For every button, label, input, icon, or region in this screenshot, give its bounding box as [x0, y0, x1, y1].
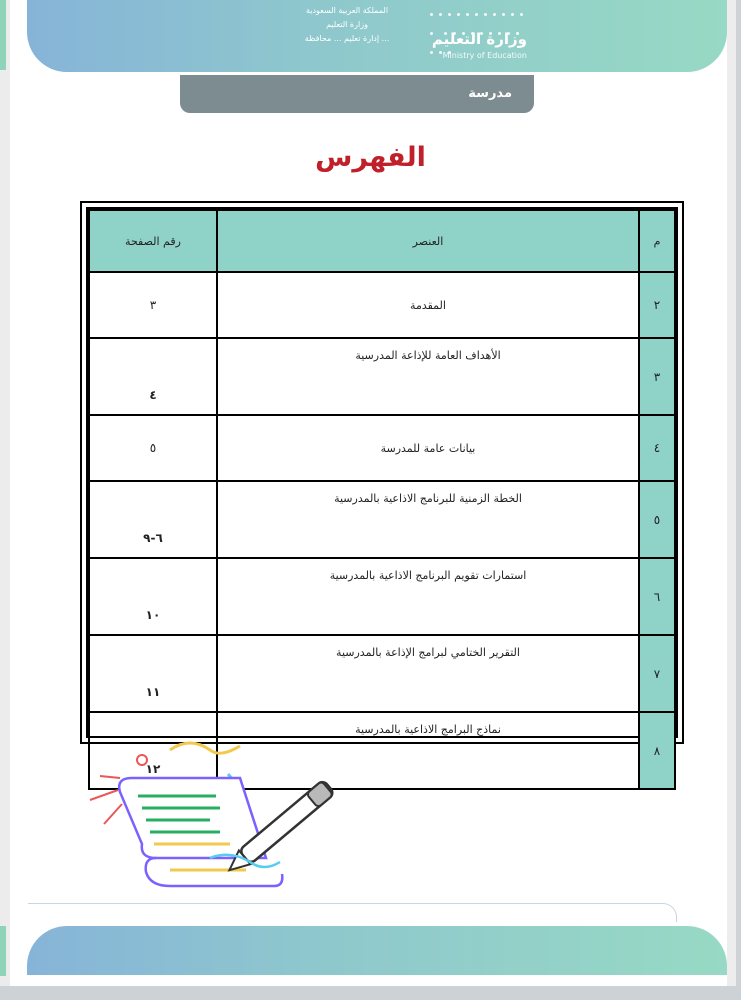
footer-band — [27, 926, 727, 975]
table-row — [89, 415, 675, 481]
row-page: ٦-٩ — [89, 481, 217, 558]
header-num: م — [639, 210, 675, 272]
scroll-and-pen-clipart — [60, 738, 350, 896]
next-page-edge — [0, 986, 741, 1000]
row-item: المقدمة — [217, 272, 639, 338]
header-page: رقم الصفحة — [89, 210, 217, 272]
table-row — [89, 272, 675, 338]
table-row — [89, 338, 675, 415]
school-label: مدرسة — [468, 86, 512, 101]
header-item: العنصر — [217, 210, 639, 272]
table-row — [89, 558, 675, 635]
footer-divider — [28, 903, 677, 922]
ministry-logo-dots-icon — [427, 2, 527, 24]
header-band — [27, 0, 727, 72]
table-row — [89, 481, 675, 558]
ministry-logo — [417, 2, 527, 66]
row-item: استمارات تقويم البرنامج الاذاعية بالمدرسية — [217, 558, 639, 635]
row-item: بيانات عامة للمدرسة — [217, 415, 639, 481]
row-num: ٦ — [639, 558, 675, 635]
row-item: نماذج البرامج الاذاعية بالمدرسية — [217, 712, 639, 789]
row-item: الخطة الزمنية للبرنامج الاذاعية بالمدرسية — [217, 481, 639, 558]
ministry-name-en: Ministry of Education — [442, 51, 527, 60]
school-name-bar — [180, 75, 534, 113]
gov-line-3: إدارة تعليم ... محافظة ... — [304, 34, 390, 43]
row-page: ١٢ — [89, 712, 217, 789]
row-num: ٣ — [639, 338, 675, 415]
gov-line-1: المملكة العربية السعودية — [305, 6, 389, 15]
row-page: ١١ — [89, 635, 217, 712]
ministry-name: وزارة التعليم — [431, 30, 527, 48]
government-header — [302, 4, 392, 46]
row-num: ٨ — [639, 712, 675, 789]
row-num: ٢ — [639, 272, 675, 338]
row-page: ٤ — [89, 338, 217, 415]
row-page: ٣ — [89, 272, 217, 338]
row-item: الأهداف العامة للإذاعة المدرسية — [217, 338, 639, 415]
row-num: ٤ — [639, 415, 675, 481]
row-num: ٧ — [639, 635, 675, 712]
row-page: ٥ — [89, 415, 217, 481]
table-row — [89, 635, 675, 712]
row-item: التقرير الختامي لبرامج الإذاعة بالمدرسية — [217, 635, 639, 712]
index-table-frame — [80, 201, 684, 776]
row-page: ١٠ — [89, 558, 217, 635]
index-table — [88, 209, 676, 790]
page-title: الفهرس — [315, 142, 426, 173]
gov-line-2: وزارة التعليم — [326, 20, 368, 29]
table-header-row — [89, 210, 675, 272]
row-num: ٥ — [639, 481, 675, 558]
